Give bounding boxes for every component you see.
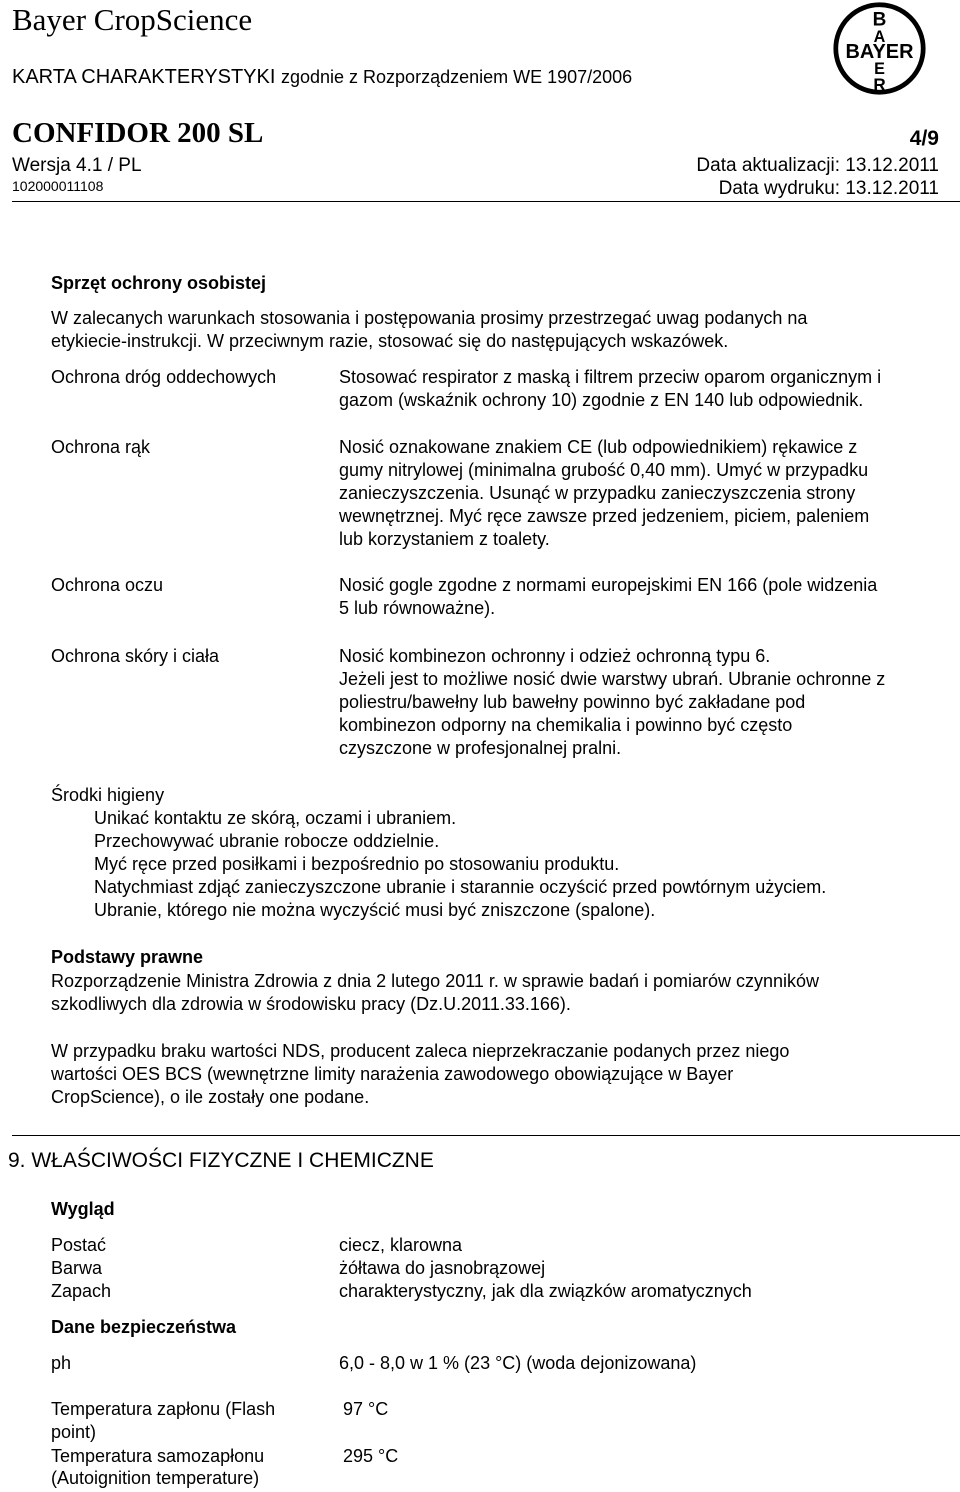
flash-point-label: point) (51, 1422, 97, 1442)
logo-letter-b: B (872, 9, 887, 31)
legal-text: Rozporządzenie Ministra Zdrowia z dnia 2 lutego 2011 r. w sprawie badań i pomiarów czynników (51, 971, 820, 991)
hands-text: wewnętrznej. Myć ręce zawsze przed jedzeniem, piciem, paleniem (339, 506, 870, 526)
document-title (12, 66, 632, 89)
hands-label: Ochrona rąk (51, 437, 151, 457)
ph-value: 6,0 - 8,0 w 1 % (23 °C) (woda dejonizowana) (339, 1353, 697, 1373)
bayer-cross-logo (832, 1, 927, 96)
hygiene-item: Unikać kontaktu ze skórą, oczami i ubraniem. (94, 808, 457, 828)
respiratory-label: Ochrona dróg oddechowych (51, 367, 277, 387)
eyes-text: 5 lub równoważne). (339, 598, 496, 618)
legal-text: W przypadku braku wartości NDS, producent zaleca nieprzekraczanie podanych przez niego (51, 1041, 790, 1061)
eyes-label: Ochrona oczu (51, 575, 164, 595)
skin-text: Jeżeli jest to możliwe nosić dwie warstwy ubrań. Ubranie ochronne z (339, 669, 886, 689)
hands-text: zanieczyszczenia. Usunąć w przypadku zanieczyszczenia strony (339, 483, 856, 503)
color-label: Barwa (51, 1258, 103, 1278)
odor-label: Zapach (51, 1281, 112, 1301)
product-name: CONFIDOR 200 SL (12, 117, 264, 149)
company-name: Bayer CropScience (12, 2, 253, 37)
logo-letter-r: R (873, 75, 886, 95)
ppe-intro-line: etykiecie-instrukcji. W przeciwnym razie, stosować się do następujących wskazówek. (51, 331, 729, 351)
update-date: Data aktualizacji: 13.12.2011 (696, 155, 939, 176)
ppe-heading: Sprzęt ochrony osobistej (51, 273, 267, 293)
skin-label: Ochrona skóry i ciała (51, 646, 220, 666)
section-9-heading: 9. WŁAŚCIWOŚCI FIZYCZNE I CHEMICZNE (8, 1149, 434, 1172)
hygiene-item: Przechowywać ubranie robocze oddzielnie. (94, 831, 440, 851)
respiratory-text: Stosować respirator z maską i filtrem przeciw oparom organicznym i (339, 367, 882, 387)
hygiene-heading: Środki higieny (51, 785, 165, 805)
hygiene-item: Natychmiast zdjąć zanieczyszczone ubranie i starannie oczyścić przed powtórnym użyciem. (94, 877, 827, 897)
page-number: 4/9 (909, 127, 939, 150)
respiratory-text: gazom (wskaźnik ochrony 10) zgodnie z EN 140 lub odpowiednik. (339, 390, 864, 410)
hands-text: Nosić oznakowane znakiem CE (lub odpowiednikiem) rękawice z (339, 437, 858, 457)
autoignition-label: (Autoignition temperature) (51, 1468, 260, 1488)
skin-text: poliestru/bawełny lub bawełny powinno być zakładane pod (339, 692, 806, 712)
hygiene-item: Ubranie, którego nie można wyczyścić musi być zniszczone (spalone). (94, 900, 656, 920)
version-label: Wersja 4.1 / PL (12, 155, 142, 176)
safety-data-heading: Dane bezpieczeństwa (51, 1317, 237, 1337)
logo-letter-e: E (874, 60, 885, 79)
hygiene-item: Myć ręce przed posiłkami i bezpośrednio po stosowaniu produktu. (94, 854, 620, 874)
legal-text: szkodliwych dla zdrowia w środowisku pracy (Dz.U.2011.33.166). (51, 994, 571, 1014)
header-divider (12, 201, 960, 202)
odor-value: charakterystyczny, jak dla związków aromatycznych (339, 1281, 752, 1301)
autoignition-label: Temperatura samozapłonu (51, 1446, 265, 1466)
document-id: 102000011108 (12, 178, 104, 194)
legal-text: CropScience), o ile zostały one podane. (51, 1087, 370, 1107)
form-label: Postać (51, 1235, 107, 1255)
eyes-text: Nosić gogle zgodne z normami europejskimi EN 166 (pole widzenia (339, 575, 878, 595)
ph-label: ph (51, 1353, 72, 1373)
skin-text: kombinezon odporny na chemikalia i powinno być często (339, 715, 793, 735)
ppe-intro-line: W zalecanych warunkach stosowania i postępowania prosimy przestrzegać uwag podanych na (51, 308, 808, 328)
hands-text: gumy nitrylowej (minimalna grubość 0,40 mm). Umyć w przypadku (339, 460, 869, 480)
appearance-heading: Wygląd (51, 1199, 115, 1219)
regulation-reference: zgodnie z Rozporządzeniem WE 1907/2006 (280, 67, 633, 87)
skin-text: czyszczone w profesjonalnej pralni. (339, 738, 622, 758)
flash-point-value: 97 °C (343, 1399, 389, 1419)
document-type: KARTA CHARAKTERYSTYKI (12, 66, 276, 88)
logo-letter-a: A (873, 27, 886, 46)
logo-word-bayer: BAYER (845, 41, 914, 64)
skin-text: Nosić kombinezon ochronny i odzież ochronną typu 6. (339, 646, 771, 666)
autoignition-value: 295 °C (343, 1446, 399, 1466)
form-value: ciecz, klarowna (339, 1235, 463, 1255)
hands-text: lub korzystaniem z toalety. (339, 529, 550, 549)
section-divider (12, 1135, 960, 1136)
legal-heading: Podstawy prawne (51, 947, 204, 967)
color-value: żółtawa do jasnobrązowej (339, 1258, 546, 1278)
print-date: Data wydruku: 13.12.2011 (718, 178, 939, 199)
legal-text: wartości OES BCS (wewnętrzne limity narażenia zawodowego obowiązujące w Bayer (51, 1064, 734, 1084)
flash-point-label: Temperatura zapłonu (Flash (51, 1399, 276, 1419)
